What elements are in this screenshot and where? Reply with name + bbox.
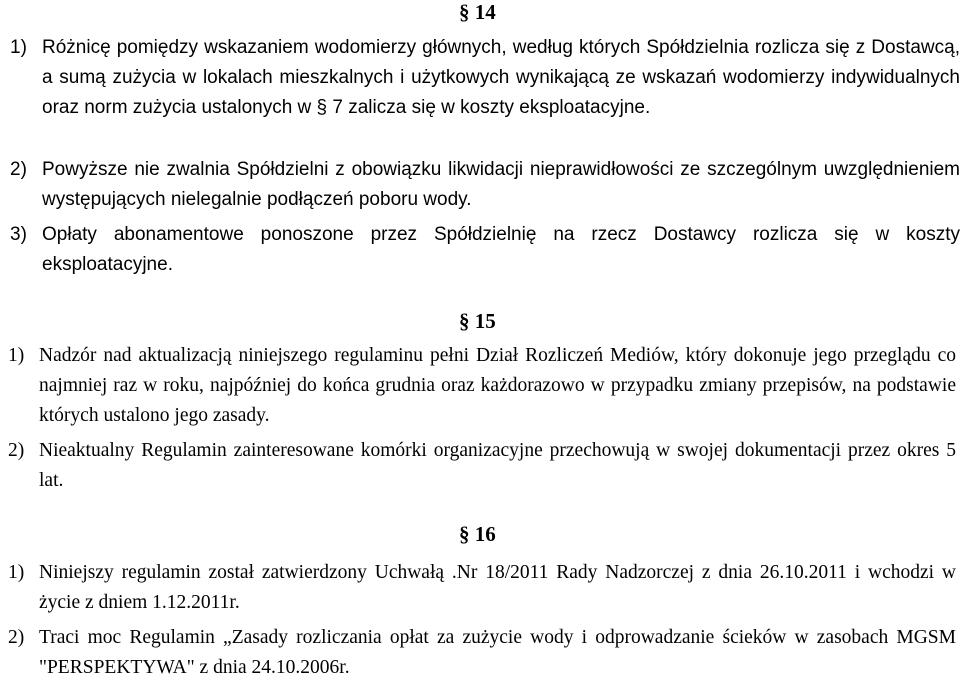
section-14-heading: § 14 xyxy=(459,0,496,24)
s15-item-1 xyxy=(8,341,956,431)
section-16-heading: § 16 xyxy=(459,522,496,546)
s14-item-3-number: 3) xyxy=(10,224,27,245)
s15-item-2-text: Nieaktualny Regulamin zainteresowane komórki organizacyjne przechowują w swojej dokumentacji przez okres 5 lat. xyxy=(39,440,956,491)
s15-item-2 xyxy=(8,436,956,496)
s16-item-1-number: 1) xyxy=(8,562,25,583)
s14-item-1 xyxy=(10,33,960,123)
s14-item-3 xyxy=(10,220,960,280)
s14-item-2-number: 2) xyxy=(10,159,27,180)
section-15-heading: § 15 xyxy=(459,309,496,333)
s14-item-1-text: Różnicę pomiędzy wskazaniem wodomierzy głównych, według których Spółdzielnia rozlicza się z Dostawcą, a sumą zużycia w lokalach mieszkalnych i użytkowych wynikającą ze wskazań wodomierzy indywidualnych oraz norm zużycia ustalonych w § 7 zalicza się w koszty eksploatacyjne. xyxy=(42,37,960,118)
s16-item-2-text: Traci moc Regulamin „Zasady rozliczania opłat za zużycie wody i odprowadzanie ścieków w zasobach MGSM "PERSPEKTYWA" z dnia 24.10.2006r. xyxy=(39,627,956,678)
s15-item-1-number: 1) xyxy=(8,345,25,366)
s16-item-2 xyxy=(8,623,956,683)
s15-item-2-number: 2) xyxy=(8,440,25,461)
s14-item-1-number: 1) xyxy=(10,37,27,58)
s14-item-2 xyxy=(10,155,960,215)
s15-item-1-text: Nadzór nad aktualizacją niniejszego regulaminu pełni Dział Rozliczeń Mediów, który dokonuje jego przeglądu co najmniej raz w roku, najpóźniej do końca grudnia oraz każdorazowo w przypadku zmiany przepisów, na podstawie których ustalono jego zasady. xyxy=(39,345,956,426)
s14-item-2-text: Powyższe nie zwalnia Spółdzielni z obowiązku likwidacji nieprawidłowości ze szczególnym uwzględnieniem występujących nielegalnie podłączeń poboru wody. xyxy=(42,159,960,210)
s14-item-3-text: Opłaty abonamentowe ponoszone przez Spółdzielnię na rzecz Dostawcy rozlicza się w koszty eksploatacyjne. xyxy=(42,224,960,275)
s16-item-2-number: 2) xyxy=(8,627,25,648)
s16-item-1-text: Niniejszy regulamin został zatwierdzony Uchwałą .Nr 18/2011 Rady Nadzorczej z dnia 26.10.2011 i wchodzi w życie z dniem 1.12.2011r. xyxy=(39,562,956,613)
s16-item-1 xyxy=(8,558,956,618)
